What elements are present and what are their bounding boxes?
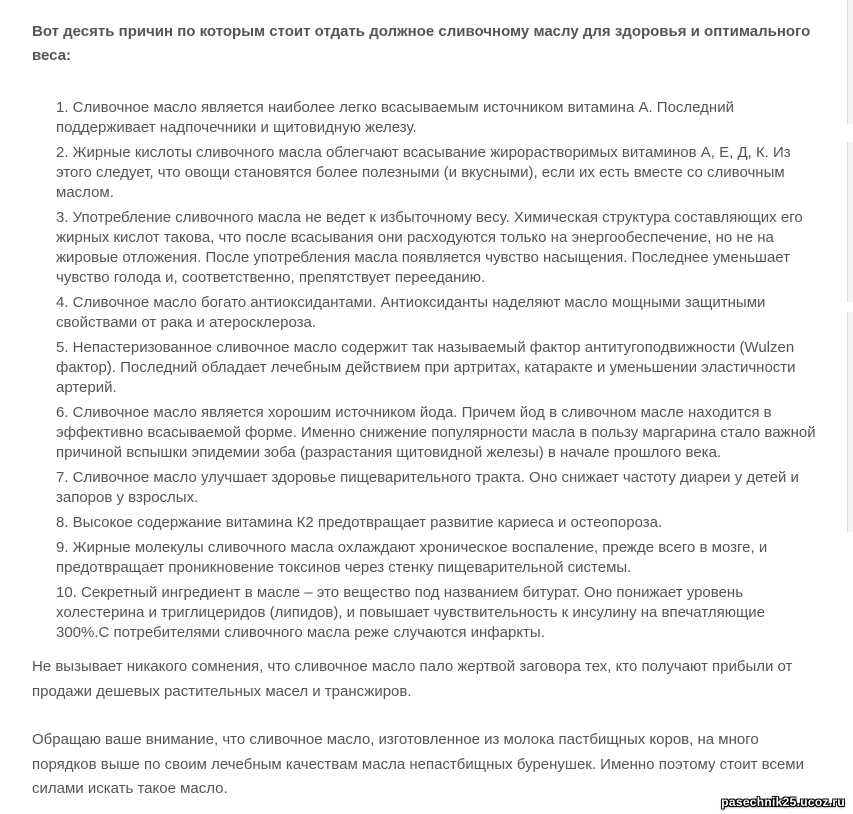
paragraph-pasture-butter: Обращаю ваше внимание, что сливочное масло, изготовленное из молока пастбищных коров, на много порядков выше по своим лечебным качествам масла непастбищных буренушек. Именно поэтому стоит всеми силами искать такое масло.: [32, 731, 804, 797]
reason-item: 5. Непастеризованное сливочное масло содержит так называемый фактор антитугоподвижности (Wulzen фактор). Последний обладает лечебным действием при артритах, катаракте и уменьшении эластичности артерий.: [56, 339, 796, 396]
reason-item: 2. Жирные кислоты сливочного масла облегчают всасывание жирорастворимых витаминов А, Е, Д, К. Из этого следует, что овощи становятся более полезными (и вкусными), если их есть вместе со сливочным маслом.: [56, 144, 791, 201]
reason-item: 3. Употребление сливочного масла не ведет к избыточному весу. Химическая структура составляющих его жирных кислот такова, что после всасывания они расходуются только на энергообеспечение, но не на жировые отложения. После употребления масла появляется чувство насыщения. Последнее уменьшает чувство голода и, соответственно, препятствует перееданию.: [56, 209, 803, 286]
sidebar-edge-bottom: [847, 312, 853, 532]
sidebar-edge-top: [847, 0, 853, 124]
intro-heading: Вот десять причин по которым стоит отдать должное сливочному маслу для здоровья и оптимального веса:: [32, 23, 811, 64]
sidebar-edge-middle: [847, 142, 853, 302]
reason-item: 4. Сливочное масло богато антиоксидантами. Антиоксиданты наделяют масло мощными защитными свойствами от рака и атеросклероза.: [56, 294, 766, 331]
reason-item: 7. Сливочное масло улучшает здоровье пищеварительного тракта. Оно снижает частоту диареи у детей и запоров у взрослых.: [56, 469, 799, 506]
site-watermark: pasechnik25.ucoz.ru: [721, 795, 845, 809]
reason-item: 8. Высокое содержание витамина К2 предотвращает развитие кариеса и остеопороза.: [56, 514, 663, 531]
article-body: [32, 0, 822, 802]
reason-item: 1. Сливочное масло является наиболее легко всасываемым источником витамина А. Последний поддерживает надпочечники и щитовидную железу.: [56, 99, 734, 136]
reason-item: 6. Сливочное масло является хорошим источником йода. Причем йод в сливочном масле находится в эффективно всасываемой форме. Именно снижение популярности масла в пользу маргарина стало важной причиной вспышки эпидемии зоба (разрастания щитовидной железы) в начале прошлого века.: [56, 404, 816, 461]
reason-item: 9. Жирные молекулы сливочного масла охлаждают хроническое воспаление, прежде всего в мозге, и предотвращает проникновение токсинов через стенку пищеварительной системы.: [56, 539, 768, 576]
paragraph-conspiracy: Не вызывает никакого сомнения, что сливочное масло пало жертвой заговора тех, кто получают прибыли от продажи дешевых растительных масел и трансжиров.: [32, 658, 793, 700]
reasons-list: [32, 98, 822, 643]
reason-item: 10. Секретный ингредиент в масле – это вещество под названием битурат. Оно понижает уровень холестерина и триглицеридов (липидов), и повышает чувствительность к инсулину на впечатляющие 300%.С потребителями сливочного масла реже случаются инфаркты.: [56, 584, 766, 641]
